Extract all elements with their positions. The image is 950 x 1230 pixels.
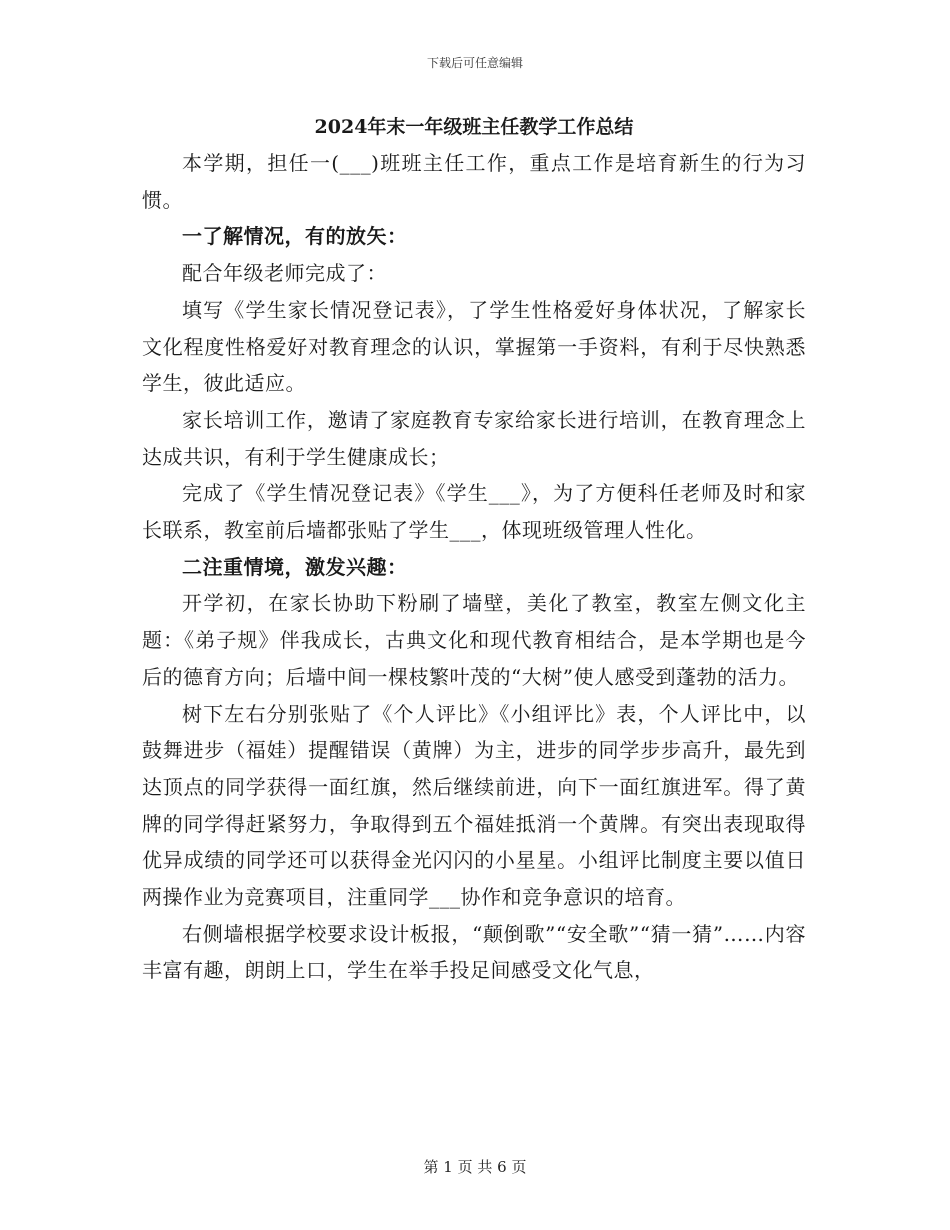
document-title: 2024年末一年级班主任教学工作总结 bbox=[314, 116, 634, 138]
page-header-note: 下载后可任意编辑 bbox=[426, 56, 523, 70]
document-body bbox=[142, 112, 806, 989]
paragraph: 开学初，在家长协助下粉刷了墙壁，美化了教室，教室左侧文化主题：《弟子规》伴我成长，古典文化和现代教育相结合，是本学期也是今后的德育方向；后墙中间一棵枝繁叶茂的“大树”使人感受到蓬勃的活力。 bbox=[142, 591, 806, 689]
page-number: 第 1 页 共 6 页 bbox=[423, 1158, 527, 1176]
paragraph: 完成了《学生情况登记表》《学生___》，为了方便科任老师及时和家长联系，教室前后墙都张贴了学生___，体现班级管理人性化。 bbox=[142, 481, 806, 543]
paragraph-intro: 本学期，担任一(___)班班主任工作，重点工作是培育新生的行为习惯。 bbox=[142, 151, 806, 212]
paragraph: 树下左右分别张贴了《个人评比》《小组评比》表，个人评比中，以鼓舞进步（福娃）提醒错误（黄牌）为主，进步的同学步步高升，最先到达顶点的同学获得一面红旗，然后继续前进，向下一面红旗进军。得了黄牌的同学得赶紧努力，争取得到五个福娃抵消一个黄牌。有突出表现取得优异成绩的同学还可以获得金光闪闪的小星星。小组评比制度主要以值日两操作业为竞赛项目，注重同学___协作和竞争意识的培育。 bbox=[142, 701, 806, 910]
paragraph: 右侧墙根据学校要求设计板报，“颠倒歌”“安全歌”“猜一猜”……内容丰富有趣，朗朗上口，学生在举手投足间感受文化气息， bbox=[142, 921, 806, 983]
paragraph: 填写《学生家长情况登记表》，了学生性格爱好身体状况，了解家长文化程度性格爱好对教育理念的认识，掌握第一手资料，有利于尽快熟悉学生，彼此适应。 bbox=[142, 297, 806, 396]
paragraph: 家长培训工作，邀请了家庭教育专家给家长进行培训，在教育理念上达成共识，有利于学生健康成长； bbox=[142, 407, 806, 469]
section-heading-2: 二注重情境，激发兴趣： bbox=[182, 554, 408, 579]
section-heading-1: 一了解情况，有的放矢： bbox=[182, 224, 408, 249]
paragraph: 配合年级老师完成了： bbox=[182, 261, 387, 286]
